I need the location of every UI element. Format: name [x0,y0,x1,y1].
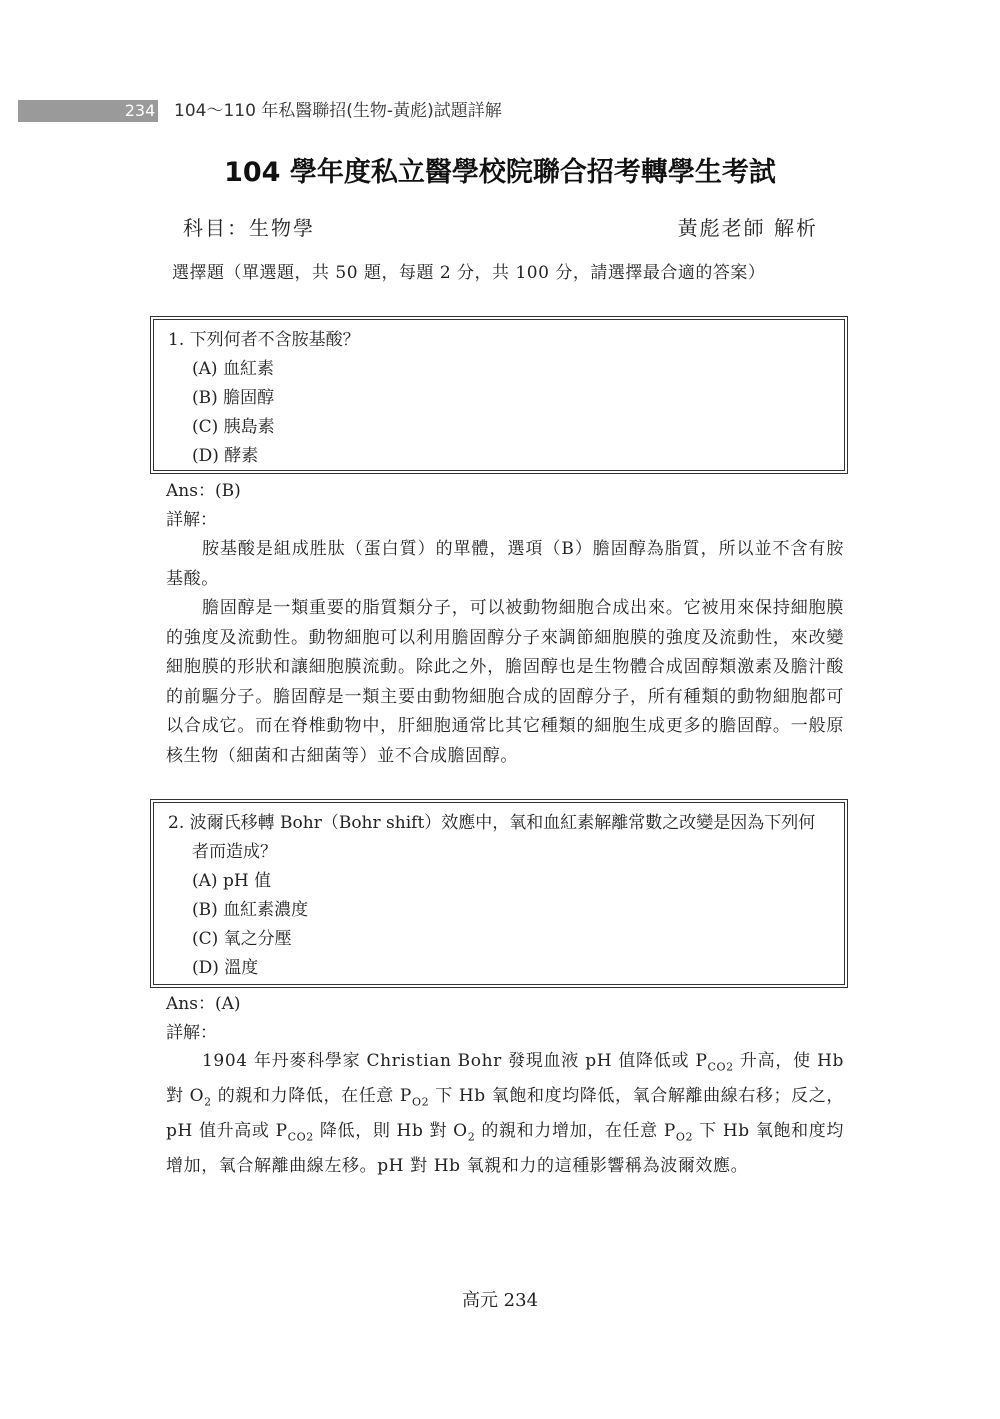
question-1-option-d: (D) 酵素 [192,446,259,466]
question-2-text: 2. 波爾氏移轉 Bohr（Bohr shift）效應中，氧和血紅素解離常數之改變是因為下列何者而造成？ [168,813,816,862]
author-label: 黃彪老師 解析 [677,216,818,240]
question-2-option-b: (B) 血紅素濃度 [192,900,309,920]
subject-label: 科目：生物學 [183,216,315,240]
question-2-option-a: (A) pH 值 [192,871,272,891]
question-1-option-a: (A) 血紅素 [192,359,274,379]
question-2-option-c: (C) 氧之分壓 [192,929,292,949]
header-page-number: 234 [124,101,156,120]
question-2-detail-label: 詳解： [166,1023,217,1043]
question-1-explanation-2: 膽固醇是一類重要的脂質類分子，可以被動物細胞合成出來。它被用來保持細胞膜的強度及流動性。動物細胞可以利用膽固醇分子來調節細胞膜的強度及流動性，來改變細胞膜的形狀和讓細胞膜流動。除此之外，膽固醇也是生物體合成固醇類激素及膽汁酸的前驅分子。膽固醇是一類主要由動物細胞合成的固醇分子，所有種類的動物細胞都可以合成它。而在脊椎動物中，肝細胞通常比其它種類的細胞生成更多的膽固醇。一般原核生物（細菌和古細菌等）並不合成膽固醇。 [166,598,844,766]
instructions: 選擇題（單選題，共 50 題，每題 2 分，共 100 分，請選擇最合適的答案） [172,263,766,283]
page-footer: 高元 234 [461,1290,539,1311]
header-title: 104～110 年私醫聯招(生物-黃彪)試題詳解 [174,101,502,121]
question-1-option-b: (B) 膽固醇 [192,388,275,408]
question-1-detail-label: 詳解： [166,510,217,530]
question-2-box [150,799,848,988]
question-1-text: 1. 下列何者不含胺基酸？ [168,330,360,350]
question-1-box [150,316,848,474]
page-title: 104 學年度私立醫學校院聯合招考轉學生考試 [224,157,776,188]
question-1-explanation-1: 胺基酸是組成胜肽（蛋白質）的單體，選項（B）膽固醇為脂質，所以並不含有胺基酸。 [166,539,844,589]
question-2-explanation: 1904 年丹麥科學家 Christian Bohr 發現血液 pH 值降低或 $P_{CO2}$ 升高，使 Hb 對 $O_2$ 的親和力降低，在任意 $P_{O2}$ 下 Hb 氧飽和度均降低，氧合解離曲線右移；反之，pH 值升高或 $P_{CO2}$ 降低，則 Hb 對 $O_2$ 的親和力增加，在任意 $P_{O2}$ 下 Hb 氧飽和度均增加，氧合解離曲線左移。pH 對 Hb 氧親和力的這種影響稱為波爾效應。 [166,1051,844,1176]
question-1-option-c: (C) 胰島素 [192,417,275,437]
question-2-option-d: (D) 溫度 [192,958,259,978]
question-1-answer: Ans：(B) [166,481,241,501]
question-2-answer: Ans：(A) [166,994,241,1014]
